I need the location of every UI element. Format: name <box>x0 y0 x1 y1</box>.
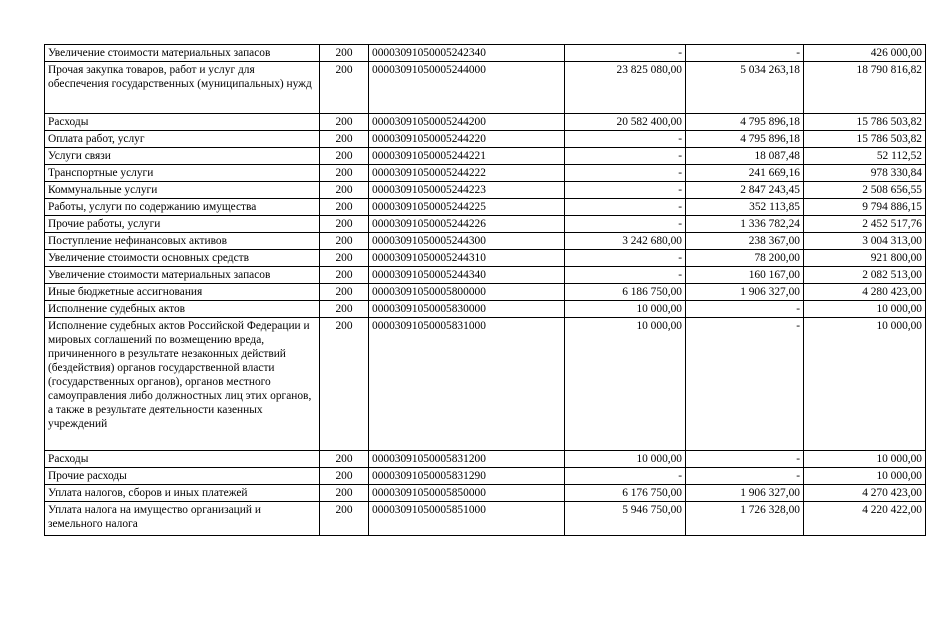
row-kbk-cell: 00003091050005800000 <box>369 284 565 301</box>
row-unexecuted-cell: 2 082 513,00 <box>804 267 926 284</box>
row-kbk-cell: 00003091050005244300 <box>369 233 565 250</box>
row-kbk-cell: 00003091050005244222 <box>369 165 565 182</box>
row-unexecuted-cell: 4 270 423,00 <box>804 485 926 502</box>
table-row <box>45 165 926 182</box>
row-approved-cell: - <box>565 45 686 62</box>
row-name-cell: Увеличение стоимости основных средств <box>45 250 320 267</box>
row-code-cell: 200 <box>320 62 369 114</box>
table-row <box>45 468 926 485</box>
row-approved-cell: - <box>565 468 686 485</box>
row-name-cell: Работы, услуги по содержанию имущества <box>45 199 320 216</box>
row-unexecuted-cell: 4 220 422,00 <box>804 502 926 536</box>
row-approved-cell: 10 000,00 <box>565 451 686 468</box>
row-approved-cell: - <box>565 216 686 233</box>
row-kbk-cell: 00003091050005242340 <box>369 45 565 62</box>
row-executed-cell: - <box>686 318 804 451</box>
row-approved-cell: 5 946 750,00 <box>565 502 686 536</box>
row-name-cell: Коммунальные услуги <box>45 182 320 199</box>
row-executed-cell: 238 367,00 <box>686 233 804 250</box>
table-row <box>45 131 926 148</box>
table-row <box>45 62 926 114</box>
row-name-cell: Прочие работы, услуги <box>45 216 320 233</box>
row-unexecuted-cell: 2 452 517,76 <box>804 216 926 233</box>
table-row <box>45 267 926 284</box>
row-approved-cell: 3 242 680,00 <box>565 233 686 250</box>
row-code-cell: 200 <box>320 216 369 233</box>
row-name-cell: Исполнение судебных актов <box>45 301 320 318</box>
row-code-cell: 200 <box>320 485 369 502</box>
row-executed-cell: - <box>686 45 804 62</box>
row-kbk-cell: 00003091050005244340 <box>369 267 565 284</box>
row-code-cell: 200 <box>320 148 369 165</box>
row-approved-cell: 23 825 080,00 <box>565 62 686 114</box>
table-row <box>45 148 926 165</box>
budget-table <box>44 44 926 536</box>
row-unexecuted-cell: 10 000,00 <box>804 468 926 485</box>
row-approved-cell: - <box>565 182 686 199</box>
row-code-cell: 200 <box>320 284 369 301</box>
row-kbk-cell: 00003091050005244200 <box>369 114 565 131</box>
row-executed-cell: 352 113,85 <box>686 199 804 216</box>
table-row <box>45 233 926 250</box>
row-kbk-cell: 00003091050005850000 <box>369 485 565 502</box>
row-name-cell: Расходы <box>45 114 320 131</box>
row-executed-cell: 241 669,16 <box>686 165 804 182</box>
row-executed-cell: 2 847 243,45 <box>686 182 804 199</box>
row-approved-cell: - <box>565 131 686 148</box>
table-row <box>45 485 926 502</box>
row-code-cell: 200 <box>320 114 369 131</box>
table-row <box>45 45 926 62</box>
row-name-cell: Транспортные услуги <box>45 165 320 182</box>
row-name-cell: Уплата налога на имущество организаций и земельного налога <box>45 502 320 536</box>
table-row <box>45 451 926 468</box>
row-unexecuted-cell: 921 800,00 <box>804 250 926 267</box>
row-name-cell: Прочая закупка товаров, работ и услуг для обеспечения государственных (муниципальных) нужд <box>45 62 320 114</box>
row-executed-cell: - <box>686 301 804 318</box>
row-kbk-cell: 00003091050005244225 <box>369 199 565 216</box>
row-approved-cell: 20 582 400,00 <box>565 114 686 131</box>
row-code-cell: 200 <box>320 318 369 451</box>
row-kbk-cell: 00003091050005244221 <box>369 148 565 165</box>
row-executed-cell: - <box>686 451 804 468</box>
row-unexecuted-cell: 10 000,00 <box>804 301 926 318</box>
row-code-cell: 200 <box>320 451 369 468</box>
table-row <box>45 199 926 216</box>
row-code-cell: 200 <box>320 301 369 318</box>
row-code-cell: 200 <box>320 250 369 267</box>
row-code-cell: 200 <box>320 45 369 62</box>
row-executed-cell: 5 034 263,18 <box>686 62 804 114</box>
row-kbk-cell: 00003091050005244310 <box>369 250 565 267</box>
row-executed-cell: 78 200,00 <box>686 250 804 267</box>
row-code-cell: 200 <box>320 468 369 485</box>
row-executed-cell: 4 795 896,18 <box>686 114 804 131</box>
row-kbk-cell: 00003091050005831000 <box>369 318 565 451</box>
row-unexecuted-cell: 18 790 816,82 <box>804 62 926 114</box>
row-approved-cell: 10 000,00 <box>565 301 686 318</box>
row-unexecuted-cell: 4 280 423,00 <box>804 284 926 301</box>
row-unexecuted-cell: 426 000,00 <box>804 45 926 62</box>
row-approved-cell: - <box>565 267 686 284</box>
row-executed-cell: 160 167,00 <box>686 267 804 284</box>
row-name-cell: Прочие расходы <box>45 468 320 485</box>
row-executed-cell: 1 726 328,00 <box>686 502 804 536</box>
budget-table-body <box>45 45 926 536</box>
row-executed-cell: 1 336 782,24 <box>686 216 804 233</box>
row-kbk-cell: 00003091050005244220 <box>369 131 565 148</box>
table-row <box>45 301 926 318</box>
row-kbk-cell: 00003091050005244000 <box>369 62 565 114</box>
row-unexecuted-cell: 52 112,52 <box>804 148 926 165</box>
row-code-cell: 200 <box>320 131 369 148</box>
row-unexecuted-cell: 3 004 313,00 <box>804 233 926 250</box>
row-kbk-cell: 00003091050005244223 <box>369 182 565 199</box>
row-kbk-cell: 00003091050005244226 <box>369 216 565 233</box>
table-row <box>45 114 926 131</box>
row-code-cell: 200 <box>320 182 369 199</box>
row-approved-cell: - <box>565 148 686 165</box>
table-row <box>45 318 926 451</box>
row-unexecuted-cell: 15 786 503,82 <box>804 114 926 131</box>
row-executed-cell: 18 087,48 <box>686 148 804 165</box>
row-kbk-cell: 00003091050005830000 <box>369 301 565 318</box>
row-name-cell: Оплата работ, услуг <box>45 131 320 148</box>
row-name-cell: Расходы <box>45 451 320 468</box>
row-approved-cell: 10 000,00 <box>565 318 686 451</box>
row-code-cell: 200 <box>320 502 369 536</box>
row-unexecuted-cell: 9 794 886,15 <box>804 199 926 216</box>
row-approved-cell: 6 186 750,00 <box>565 284 686 301</box>
row-kbk-cell: 00003091050005851000 <box>369 502 565 536</box>
row-name-cell: Увеличение стоимости материальных запасов <box>45 45 320 62</box>
row-name-cell: Увеличение стоимости материальных запасов <box>45 267 320 284</box>
row-name-cell: Услуги связи <box>45 148 320 165</box>
row-kbk-cell: 00003091050005831200 <box>369 451 565 468</box>
table-row <box>45 502 926 536</box>
row-code-cell: 200 <box>320 267 369 284</box>
row-unexecuted-cell: 10 000,00 <box>804 451 926 468</box>
table-row <box>45 284 926 301</box>
row-executed-cell: 1 906 327,00 <box>686 485 804 502</box>
row-name-cell: Исполнение судебных актов Российской Федерации и мировых соглашений по возмещению вреда, причиненного в результате незаконных действий (бездействия) органов государственной власти (государственных органов), органов местного самоуправления либо должностных лиц этих органов, а также в результате деятельности казенных учреждений <box>45 318 320 451</box>
row-executed-cell: 4 795 896,18 <box>686 131 804 148</box>
row-executed-cell: - <box>686 468 804 485</box>
row-approved-cell: - <box>565 199 686 216</box>
row-name-cell: Поступление нефинансовых активов <box>45 233 320 250</box>
table-row <box>45 250 926 267</box>
row-unexecuted-cell: 15 786 503,82 <box>804 131 926 148</box>
row-code-cell: 200 <box>320 199 369 216</box>
row-approved-cell: 6 176 750,00 <box>565 485 686 502</box>
table-row <box>45 182 926 199</box>
row-unexecuted-cell: 10 000,00 <box>804 318 926 451</box>
table-row <box>45 216 926 233</box>
row-code-cell: 200 <box>320 165 369 182</box>
row-executed-cell: 1 906 327,00 <box>686 284 804 301</box>
row-approved-cell: - <box>565 250 686 267</box>
row-name-cell: Иные бюджетные ассигнования <box>45 284 320 301</box>
row-name-cell: Уплата налогов, сборов и иных платежей <box>45 485 320 502</box>
row-unexecuted-cell: 2 508 656,55 <box>804 182 926 199</box>
row-kbk-cell: 00003091050005831290 <box>369 468 565 485</box>
row-unexecuted-cell: 978 330,84 <box>804 165 926 182</box>
row-approved-cell: - <box>565 165 686 182</box>
row-code-cell: 200 <box>320 233 369 250</box>
